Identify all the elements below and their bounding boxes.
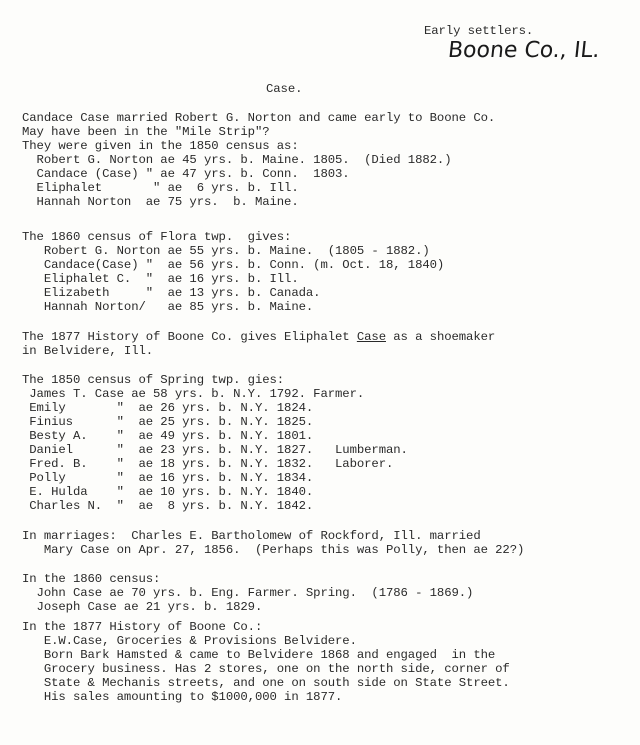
text-line: Candace (Case) " ae 47 yrs. b. Conn. 1803. xyxy=(22,167,350,181)
text-line: Robert G. Norton ae 55 yrs. b. Maine. (1805 - 1882.) xyxy=(22,244,430,258)
text-line: In marriages: Charles E. Bartholomew of Rockford, Ill. married xyxy=(22,529,481,543)
text-line: State & Mechanis streets, and one on south side on State Street. xyxy=(22,676,510,690)
text-line: Hannah Norton/ ae 85 yrs. b. Maine. xyxy=(22,300,314,314)
text-line: They were given in the 1850 census as: xyxy=(22,139,299,153)
text-line: The 1860 census of Flora twp. gives: xyxy=(22,230,292,244)
text-line: Hannah Norton ae 75 yrs. b. Maine. xyxy=(22,195,299,209)
text-line: James T. Case ae 58 yrs. b. N.Y. 1792. Farmer. xyxy=(22,387,365,401)
text-line: In the 1860 census: xyxy=(22,572,161,586)
document-title: Case. xyxy=(266,82,303,96)
text-line: Charles N. " ae 8 yrs. b. N.Y. 1842. xyxy=(22,499,314,513)
text-line: John Case ae 70 yrs. b. Eng. Farmer. Spring. (1786 - 1869.) xyxy=(22,586,474,600)
text-line: Joseph Case ae 21 yrs. b. 1829. xyxy=(22,600,263,614)
text-line: E.W.Case, Groceries & Provisions Belvidere. xyxy=(22,634,357,648)
text-line: Eliphalet " ae 6 yrs. b. Ill. xyxy=(22,181,299,195)
text-line: Polly " ae 16 yrs. b. N.Y. 1834. xyxy=(22,471,314,485)
text-line: The 1877 History of Boone Co. gives Eliphalet Case as a shoemaker xyxy=(22,330,496,344)
text-line: Robert G. Norton ae 45 yrs. b. Maine. 1805. (Died 1882.) xyxy=(22,153,452,167)
text-line: Elizabeth " ae 13 yrs. b. Canada. xyxy=(22,286,321,300)
text-line: Eliphalet C. " ae 16 yrs. b. Ill. xyxy=(22,272,299,286)
text-line: E. Hulda " ae 10 yrs. b. N.Y. 1840. xyxy=(22,485,314,499)
text-line: Born Bark Hamsted & came to Belvidere 1868 and engaged in the xyxy=(22,648,496,662)
text-line: Candace(Case) " ae 56 yrs. b. Conn. (m. Oct. 18, 1840) xyxy=(22,258,445,272)
header-handwritten: Boone Co., IL. xyxy=(446,38,601,63)
text-line: Grocery business. Has 2 stores, one on the north side, corner of xyxy=(22,662,510,676)
text-line: Emily " ae 26 yrs. b. N.Y. 1824. xyxy=(22,401,314,415)
text-line: Daniel " ae 23 yrs. b. N.Y. 1827. Lumberman. xyxy=(22,443,408,457)
text-line: Besty A. " ae 49 yrs. b. N.Y. 1801. xyxy=(22,429,314,443)
text-line: In the 1877 History of Boone Co.: xyxy=(22,620,263,634)
text-line: May have been in the "Mile Strip"? xyxy=(22,125,270,139)
text-line: Mary Case on Apr. 27, 1856. (Perhaps this was Polly, then ae 22?) xyxy=(22,543,525,557)
text-line: in Belvidere, Ill. xyxy=(22,344,154,358)
text-line: Finius " ae 25 yrs. b. N.Y. 1825. xyxy=(22,415,314,429)
text-line: Fred. B. " ae 18 yrs. b. N.Y. 1832. Laborer. xyxy=(22,457,394,471)
text-line: Candace Case married Robert G. Norton and came early to Boone Co. xyxy=(22,111,496,125)
text-line: His sales amounting to $1000,000 in 1877. xyxy=(22,690,343,704)
text-line: The 1850 census of Spring twp. gies: xyxy=(22,373,285,387)
header-typed: Early settlers. xyxy=(424,24,534,38)
